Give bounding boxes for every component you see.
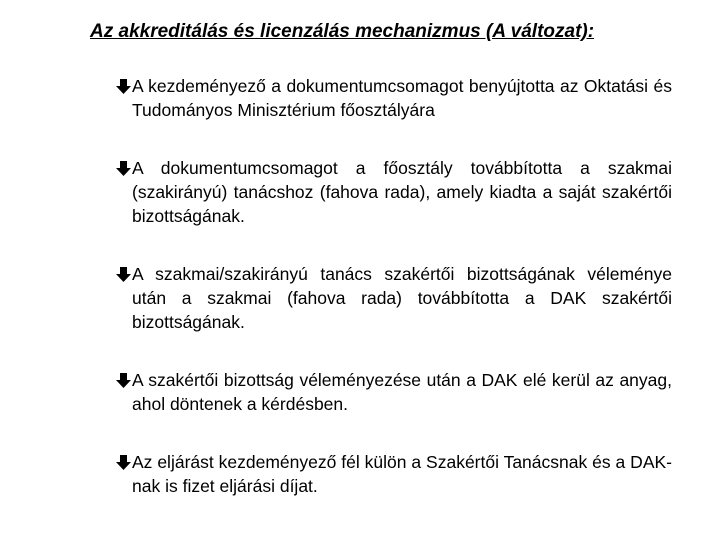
arrow-down-icon	[116, 161, 131, 176]
slide-title: Az akkreditálás és licenzálás mechanizmus (A változat):	[90, 21, 595, 42]
bullet-text: A szakmai/szakirányú tanács szakértői bizottságának véleménye után a szakmai (fahova rada) továbbította a DAK szakértői bizottságának.	[132, 264, 672, 332]
bullet-item	[116, 450, 672, 498]
bullet-list	[116, 74, 672, 532]
arrow-down-icon	[116, 267, 131, 282]
bullet-item	[116, 74, 672, 122]
arrow-down-icon	[116, 79, 131, 94]
bullet-item	[116, 156, 672, 228]
bullet-text: A dokumentumcsomagot a főosztály továbbította a szakmai (szakirányú) tanácshoz (fahova rada), amely kiadta a saját szakértői bizottságának.	[132, 158, 672, 226]
bullet-text: Az eljárást kezdeményező fél külön a Szakértői Tanácsnak és a DAK- nak is fizet eljárási díjat.	[132, 452, 672, 496]
bullet-text: A kezdeményező a dokumentumcsomagot benyújtotta az Oktatási és Tudományos Minisztérium főosztályára	[132, 76, 672, 120]
bullet-text: A szakértői bizottság véleményezése után a DAK elé kerül az anyag, ahol döntenek a kérdésben.	[132, 370, 672, 414]
bullet-item	[116, 368, 672, 416]
arrow-down-icon	[116, 373, 131, 388]
arrow-down-icon	[116, 455, 131, 470]
bullet-item	[116, 262, 672, 334]
